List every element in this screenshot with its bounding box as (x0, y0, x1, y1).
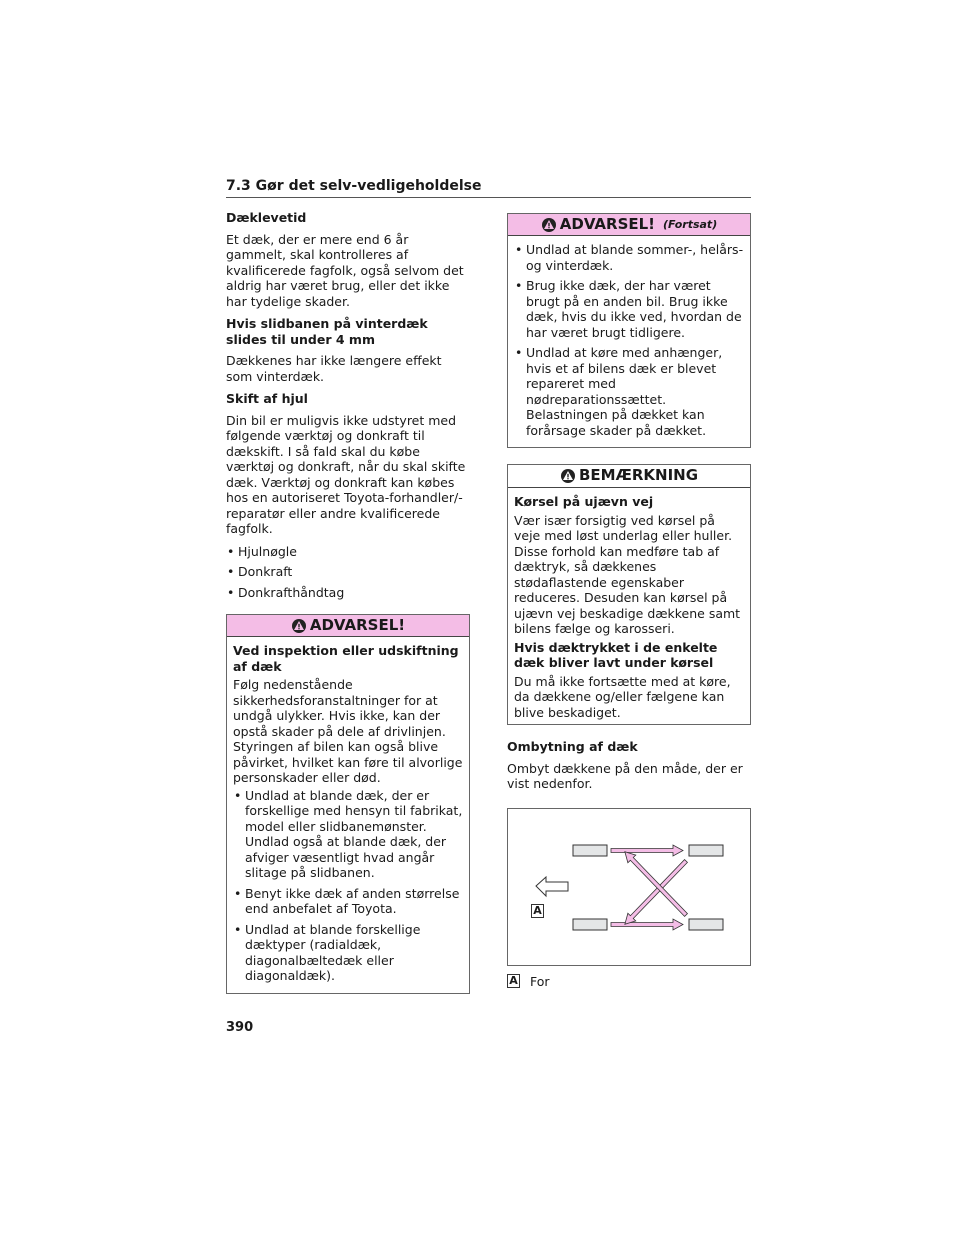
continued-label: (Fortsat) (663, 217, 718, 231)
diagram-legend (507, 974, 751, 990)
warning-subheading: Ved inspektion eller udskiftning af dæk (233, 643, 459, 674)
note-text-low-pressure: Du må ikke fortsætte med at køre, da dækkene og/eller fælgene kan blive beskadiget. (514, 673, 731, 720)
note-body (508, 488, 750, 724)
note-heading-low-pressure: Hvis dæktrykket i de enkelte dæk bliver lavt under kørsel (514, 639, 718, 670)
list-item: • Undlad at blande dæk, der er forskellige med hensyn til fabrikat, model eller slidbanemønster. Undlad også at blande dæk, der afviger væsentligt hvad angår slitage på slidbanen. (233, 788, 463, 881)
note-title: BEMÆRKNING (578, 466, 699, 485)
list-item: • Benyt ikke dæk af anden størrelse end anbefalet af Toyota. (233, 886, 463, 917)
warning-title: ADVARSEL! (559, 214, 656, 233)
note-text-rough-road: Vær især forsigtig ved kørsel på veje med løst underlag eller huller. Disse forhold kan medføre tab af dæktryk, så dækkenes stødaflastende egenskaber reduceres. Desuden kan kørsel på ujævn vej beskadige dækkene samt bilens fælge og karosseri. (514, 512, 741, 636)
tire-rotation-diagram (507, 808, 751, 966)
warning-header (508, 214, 750, 236)
arrow-rear-left-to-rear-right (611, 919, 683, 930)
heading-wheel-change: Skift af hjul (226, 391, 308, 406)
warning-title: ADVARSEL! (309, 615, 406, 634)
list-item: • Undlad at blande sommer-, helårs- og vinterdæk. (514, 242, 744, 273)
paragraph-tire-rotation: Ombyt dækkene på den måde, der er vist nedenfor. (507, 760, 743, 791)
left-column (226, 210, 470, 994)
heading-winter-tread: Hvis slidbanen på vinterdæk slides til under 4 mm (226, 316, 428, 347)
list-item: • Undlad at køre med anhænger, hvis et af bilens dæk er blevet repareret med nødreparationssættet. Belastningen på dækket kan forårsage skader på dækket. (514, 345, 744, 438)
heading-tire-rotation: Ombytning af dæk (507, 739, 638, 754)
paragraph-winter-tread: Dækkenes har ikke længere effekt som vinterdæk. (226, 353, 442, 384)
diagram-label-a: A (531, 904, 544, 918)
legend-key-a: A (507, 974, 520, 988)
list-item: • Donkraft (226, 564, 470, 580)
page-number: 390 (226, 1020, 254, 1035)
warning-icon (291, 618, 307, 634)
note-heading-rough-road: Kørsel på ujævn vej (514, 494, 654, 509)
caution-icon (560, 468, 576, 484)
right-column (507, 213, 751, 989)
tire-front-left (573, 845, 607, 856)
list-item: • Hjulnøgle (226, 544, 470, 560)
warning-body (227, 637, 469, 993)
rotation-illustration (508, 809, 752, 965)
warning-icon (541, 217, 557, 233)
arrow-rear-right-to-front-left (621, 847, 690, 918)
tire-rear-right (689, 919, 723, 930)
warning-list (514, 242, 744, 438)
section-title: 7.3 Gør det selv-vedligeholdelse (226, 178, 482, 194)
arrow-front-right-to-rear-left (621, 857, 690, 928)
note-header (508, 465, 750, 488)
warning-header (227, 615, 469, 637)
warning-text: Følg nedenstående sikkerhedsforanstaltninger for at undgå ulykker. Hvis ikke, kan der opstå skader på dele af drivlinjen. Styringen af bilen kan også blive påvirket, hvilket kan føre til alvorlige personskader eller død. (233, 677, 463, 785)
legend-text: For (530, 973, 550, 989)
warning-list (233, 788, 463, 984)
warning-body (508, 236, 750, 447)
front-direction-arrow-icon (536, 877, 568, 896)
paragraph-tire-life: Et dæk, der er mere end 6 år gammelt, skal kontrolleres af kvalificerede fagfolk, også selvom det aldrig har været brug, eller det ikke har tydelige skader. (226, 231, 464, 309)
list-item: • Donkrafthåndtag (226, 585, 470, 601)
heading-tire-life: Dæklevetid (226, 210, 307, 225)
arrow-front-left-to-front-right (611, 845, 683, 856)
note-box (507, 464, 751, 725)
list-item: • Undlad at blande forskellige dæktyper (radialdæk, diagonalbæltedæk eller diagonaldæk). (233, 922, 463, 984)
warning-continued-box (507, 213, 751, 448)
tools-list (226, 544, 470, 601)
section-header (226, 178, 751, 198)
warning-box (226, 614, 470, 994)
paragraph-wheel-change: Din bil er muligvis ikke udstyret med følgende værktøj og donkraft til dækskift. I så fald skal du købe værktøj og donkraft, når du skal skifte dæk. Værktøj og donkraft kan købes hos en autoriseret Toyota-forhandler/-reparatør eller andre kvalificerede fagfolk. (226, 412, 466, 536)
list-item: • Brug ikke dæk, der har været brugt på en anden bil. Brug ikke dæk, hvis du ikke ved, hvordan de har været brugt tidligere. (514, 278, 744, 340)
tire-front-right (689, 845, 723, 856)
tire-rear-left (573, 919, 607, 930)
